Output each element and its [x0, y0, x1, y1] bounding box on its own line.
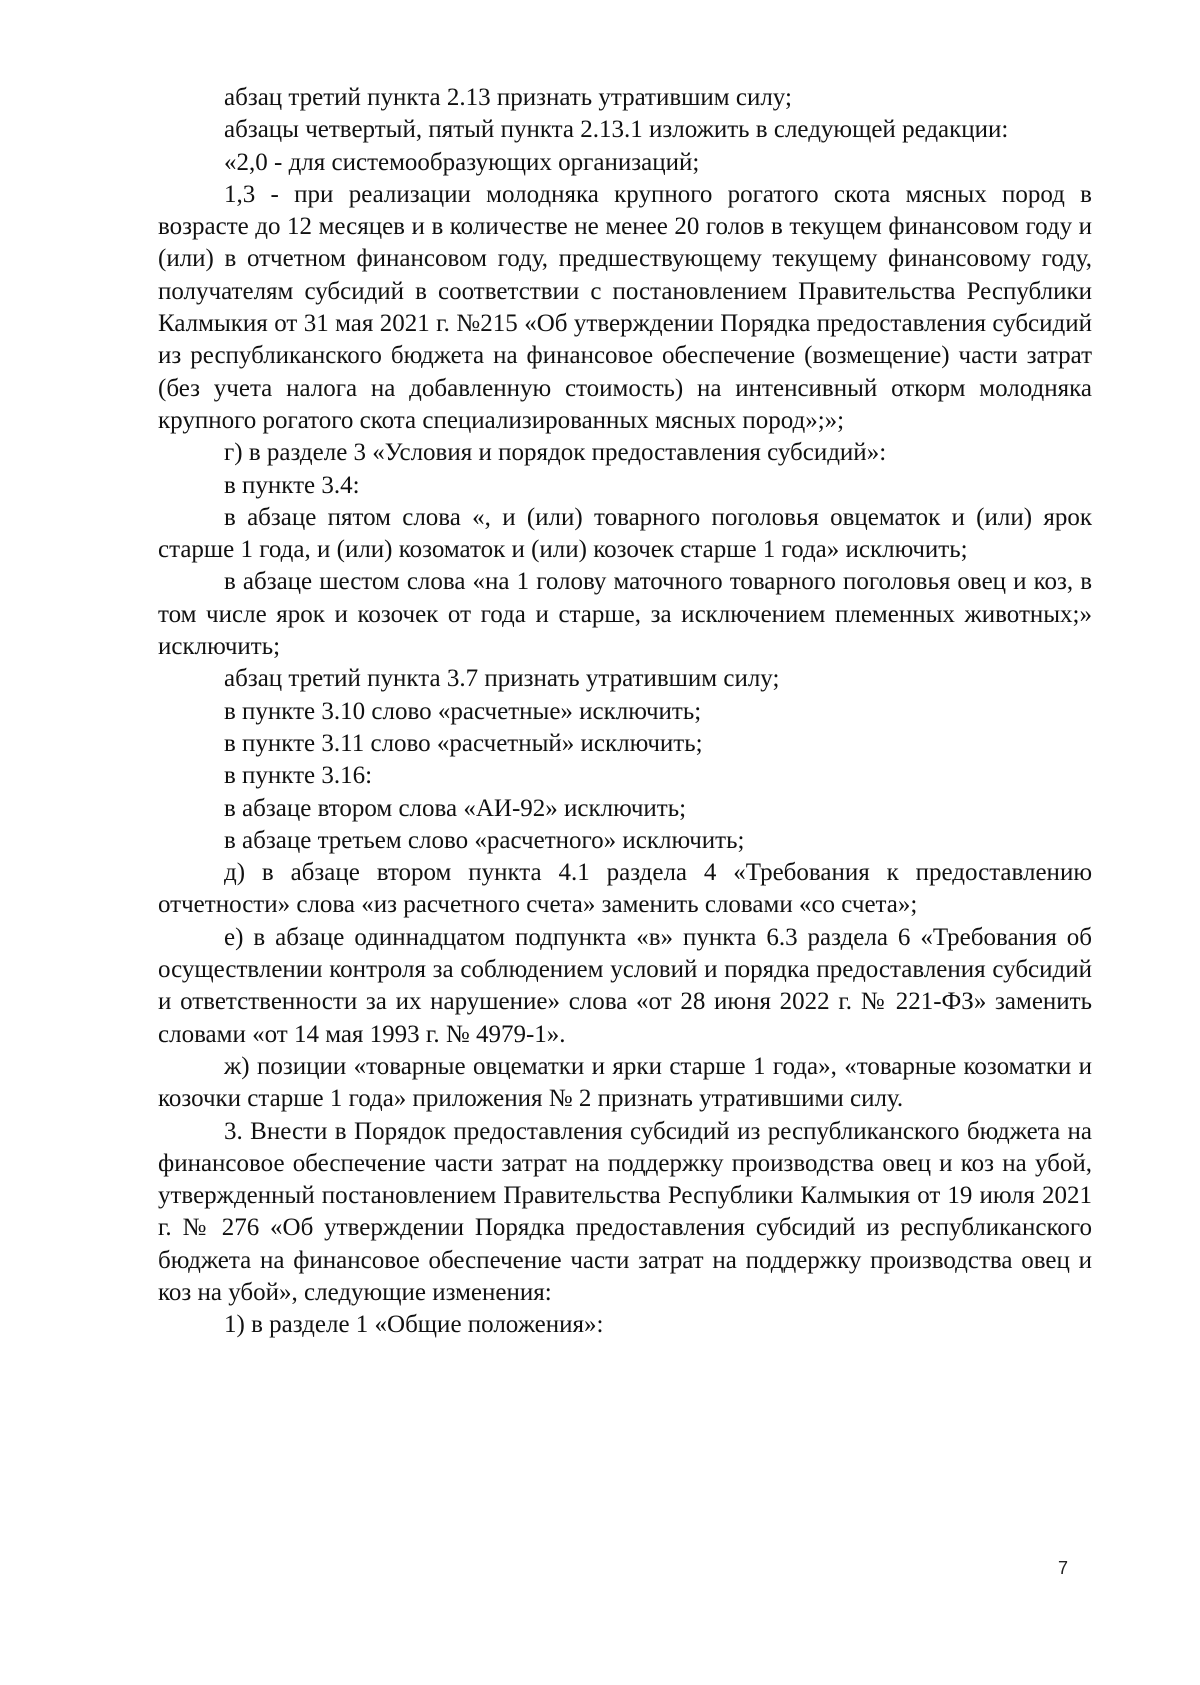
paragraph: в пункте 3.16:: [224, 762, 373, 790]
paragraph: в абзаце шестом слова «на 1 голову маточного товарного поголовья овец и коз, в том числе ярок и козочек от года и старше, за исключением племенных животных;» исключить;: [158, 568, 1092, 661]
paragraph: в пункте 3.4:: [224, 471, 360, 499]
paragraph: 1,3 - при реализации молодняка крупного рогатого скота мясных пород в возрасте до 12 месяцев и в количестве не менее 20 голов в текущем финансовом году и (или) в отчетном финансовом году, предшествующему текущему финансовому году, получателям субсидий в соответствии с постановлением Правительства Республики Калмыкия от 31 мая 2021 г. №215 «Об утверждении Порядка предоставления субсидий из республиканского бюджета на финансовое обеспечение (возмещение) части затрат (без учета налога на добавленную стоимость) на интенсивный откорм молодняка крупного рогатого скота специализированных мясных пород»;»;: [158, 180, 1092, 434]
paragraph: в абзаце втором слова «АИ-92» исключить;: [224, 794, 687, 822]
paragraph: 1) в разделе 1 «Общие положения»:: [224, 1311, 604, 1339]
paragraph: ж) позиции «товарные овцематки и ярки старше 1 года», «товарные козоматки и козочки старше 1 года» приложения № 2 признать утратившими силу.: [158, 1052, 1092, 1113]
paragraph: в пункте 3.11 слово «расчетный» исключить;: [224, 729, 703, 757]
paragraph: г) в разделе 3 «Условия и порядок предоставления субсидий»:: [224, 439, 887, 467]
paragraph: д) в абзаце втором пункта 4.1 раздела 4 «Требования к предоставлению отчетности» слова «из расчетного счета» заменить словами «со счета»;: [158, 859, 1092, 919]
paragraph: абзацы четвертый, пятый пункта 2.13.1 изложить в следующей редакции:: [224, 116, 1009, 144]
page-number: 7: [1058, 1558, 1069, 1578]
document-body: [158, 82, 1092, 1342]
paragraph: абзац третий пункта 2.13 признать утратившим силу;: [224, 84, 792, 111]
paragraph: е) в абзаце одиннадцатом подпункта «в» пункта 6.3 раздела 6 «Требования об осуществлении контроля за соблюдением условий и порядка предоставления субсидий и ответственности за их нарушение» слова «от 28 июня 2022 г. № 221-ФЗ» заменить словами «от 14 мая 1993 г. № 4979-1».: [158, 923, 1092, 1048]
paragraph: в абзаце третьем слово «расчетного» исключить;: [224, 826, 745, 854]
paragraph: 3. Внести в Порядок предоставления субсидий из республиканского бюджета на финансовое обеспечение части затрат на поддержку производства овец и коз на убой, утвержденный постановлением Правительства Республики Калмыкия от 19 июля 2021 г. № 276 «Об утверждении Порядка предоставления субсидий из республиканского бюджета на финансовое обеспечение части затрат на поддержку производства овец и коз на убой», следующие изменения:: [158, 1117, 1092, 1306]
paragraph: в пункте 3.10 слово «расчетные» исключить;: [224, 697, 702, 725]
paragraph: абзац третий пункта 3.7 признать утратившим силу;: [224, 665, 780, 693]
paragraph: «2,0 - для системообразующих организаций;: [224, 148, 700, 176]
paragraph: в абзаце пятом слова «, и (или) товарного поголовья овцематок и (или) ярок старше 1 года, и (или) козоматок и (или) козочек старше 1 года» исключить;: [158, 503, 1092, 564]
